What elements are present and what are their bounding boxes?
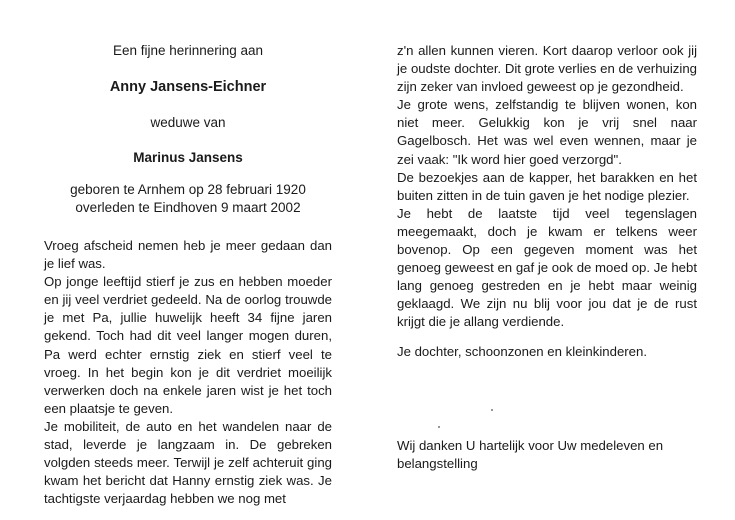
thanks-note: Wij danken U hartelijk voor Uw medeleven en belangstelling — [397, 438, 664, 471]
deceased-name: Anny Jansens-Eichner — [109, 79, 267, 95]
header-block — [44, 42, 332, 217]
tribute-paragraph: Je grote wens, zelfstandig te blijven wonen, kon niet meer. Gelukkig kon je vrij snel naar Gagelbosch. Het was wel even wennen, maar je zei vaak: "Ik word hier goed verzorgd". — [397, 97, 697, 167]
print-speck — [438, 426, 440, 428]
tribute-paragraph: Je hebt de laatste tijd veel tegenslagen meegemaakt, doch je kwam er telkens weer bovenop. Op een gegeven moment was het genoeg geweest en gaf je ook de moed op. Je hebt lang genoeg gestreden en je hebt maar weinig geklaagd. We zijn nu blij voor jou dat je de rust krijgt die je allang verdiende. — [397, 205, 697, 330]
family-signature: Je dochter, schoonzonen en kleinkinderen. — [397, 344, 648, 359]
birth-line: geboren te Arnhem op 28 februari 1920 — [70, 182, 306, 197]
spouse-name: Marinus Jansens — [133, 150, 243, 165]
dates-block — [44, 181, 332, 217]
intro-line: Een fijne herinnering aan — [112, 43, 264, 58]
death-line: overleden te Eindhoven 9 maart 2002 — [75, 200, 301, 215]
tribute-right-column — [397, 42, 697, 332]
tribute-paragraph: z'n allen kunnen vieren. Kort daarop verloor ook jij je oudste dochter. Dit grote verlies en de verhuizing zijn zeker van invloed geweest op je gezondheid. — [397, 43, 697, 95]
tribute-paragraph: Vroeg afscheid nemen heb je meer gedaan dan je lief was. — [44, 238, 332, 272]
tribute-paragraph: Je mobiliteit, de auto en het wandelen naar de stad, leverde je langzaam in. De gebreken volgden steeds meer. Terwijl je zelf achteruit ging kwam het bericht dat Hanny ernstig ziek was. Je tachtigste verjaardag hebben we nog met — [44, 418, 332, 507]
tribute-left-column — [44, 237, 332, 508]
relation-line: weduwe van — [150, 115, 226, 130]
tribute-paragraph: Op jonge leeftijd stierf je zus en hebben moeder en jij veel verdriet gedeeld. Na de oorlog trouwde je met Pa, jullie huwelijk heeft 34 fijne jaren gekend. Toch had dit veel langer mogen duren, Pa werd echter ernstig ziek en stierf veel te vroeg. In het begin kon je dit verdriet moeilijk verwerken doch na enkele jaren wist je het toch een plaatsje te geven. — [44, 274, 332, 416]
print-speck — [491, 409, 493, 411]
tribute-paragraph: De bezoekjes aan de kapper, het barakken en het buiten zitten in de tuin gaven je het nodige plezier. — [397, 169, 697, 203]
